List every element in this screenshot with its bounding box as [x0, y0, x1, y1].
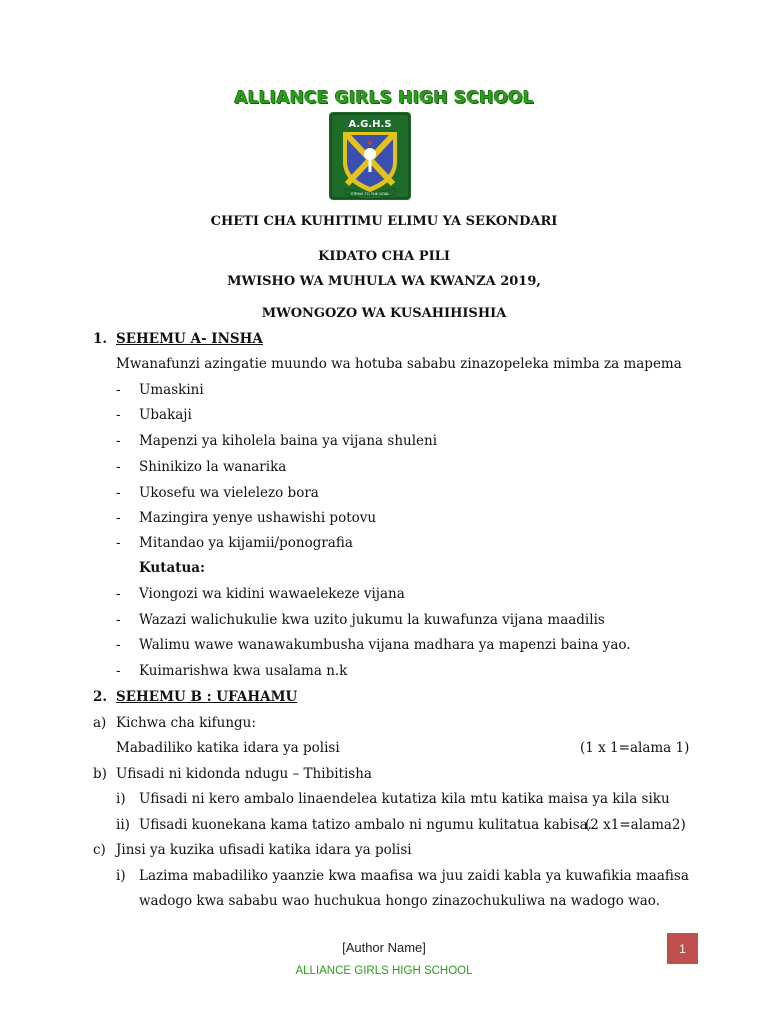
form-title: KIDATO CHA PILI — [318, 249, 450, 264]
cause-item: Umaskini — [139, 382, 204, 398]
item-c-i-text: Lazima mabadiliko yaanzie kwa maafisa wa juu zaidi kabla ya kuwafikia maafisa — [139, 868, 689, 884]
cause-item: Shinikizo la wanarika — [139, 459, 287, 475]
page-number-badge: 1 — [667, 933, 698, 964]
item-b-label: b) — [93, 766, 107, 782]
solution-item: Viongozi wa kidini wawaelekeze vijana — [139, 586, 405, 602]
item-a-marks: (1 x 1=alama 1) — [580, 740, 690, 756]
bullet-dash: - — [116, 433, 121, 449]
item-a-label: a) — [93, 715, 107, 731]
solutions-label: Kutatua: — [139, 560, 206, 576]
item-b-ii-label: ii) — [116, 817, 130, 833]
bullet-dash: - — [116, 485, 121, 501]
bullet-dash: - — [116, 663, 121, 679]
certificate-title: CHETI CHA KUHITIMU ELIMU YA SEKONDARI — [210, 214, 558, 229]
footer-school-name: ALLIANCE GIRLS HIGH SCHOOL — [295, 965, 473, 977]
bullet-dash: - — [116, 407, 121, 423]
section1-intro: Mwanafunzi azingatie muundo wa hotuba sababu zinazopeleka mimba za mapema — [116, 356, 682, 372]
bullet-dash: - — [116, 382, 121, 398]
solution-item: Walimu wawe wanawakumbusha vijana madhara ya mapenzi baina yao. — [139, 637, 631, 653]
bullet-dash: - — [116, 459, 121, 475]
cause-item: Mazingira yenye ushawishi potovu — [139, 510, 377, 526]
bullet-dash: - — [116, 612, 121, 628]
section2-heading: SEHEMU B : UFAHAMU — [116, 689, 298, 705]
bullet-dash: - — [116, 586, 121, 602]
item-b-i-label: i) — [116, 791, 126, 807]
item-b-i-text: Ufisadi ni kero ambalo linaendelea kutatiza kila mtu katika maisa ya kila siku — [139, 791, 670, 807]
svg-text:STRIVE TO THE GOAL: STRIVE TO THE GOAL — [350, 192, 390, 196]
cause-item: Ubakaji — [139, 407, 192, 423]
item-b-ii-text: Ufisadi kuonekana kama tatizo ambalo ni ngumu kulitatua kabisa. — [139, 817, 592, 833]
solution-item: Kuimarishwa kwa usalama n.k — [139, 663, 348, 679]
item-c-i-label: i) — [116, 868, 126, 884]
solution-item: Wazazi walichukulie kwa uzito jukumu la kuwafunza vijana maadilis — [139, 612, 605, 628]
section2-number: 2. — [93, 689, 108, 705]
school-name-heading: ALLIANCE GIRLS HIGH SCHOOL — [234, 88, 534, 108]
section1-heading: SEHEMU A- INSHA — [116, 331, 263, 347]
school-crest-logo — [329, 112, 411, 200]
bullet-dash: - — [116, 637, 121, 653]
bullet-dash: - — [116, 510, 121, 526]
item-b-marks: (2 x1=alama2) — [585, 817, 686, 833]
item-c-i-text-continued: wadogo kwa sababu wao huchukua hongo zinazochukuliwa na wadogo wao. — [139, 893, 660, 909]
item-a-answer: Mabadiliko katika idara ya polisi — [116, 740, 340, 756]
item-b-text: Ufisadi ni kidonda ndugu – Thibitisha — [116, 766, 372, 782]
marking-scheme-title: MWONGOZO WA KUSAHIHISHIA — [261, 306, 507, 321]
item-c-label: c) — [93, 842, 106, 858]
cause-item: Mitandao ya kijamii/ponografia — [139, 535, 353, 551]
footer-author: [Author Name] — [342, 940, 426, 955]
cause-item: Mapenzi ya kiholela baina ya vijana shuleni — [139, 433, 438, 449]
term-title: MWISHO WA MUHULA WA KWANZA 2019, — [227, 274, 541, 289]
bullet-dash: - — [116, 535, 121, 551]
cause-item: Ukosefu wa vielelezo bora — [139, 485, 319, 501]
section1-number: 1. — [93, 331, 108, 347]
item-a-text: Kichwa cha kifungu: — [116, 715, 256, 731]
item-c-text: Jinsi ya kuzika ufisadi katika idara ya polisi — [116, 842, 412, 858]
svg-text:A.G.H.S: A.G.H.S — [348, 119, 392, 130]
